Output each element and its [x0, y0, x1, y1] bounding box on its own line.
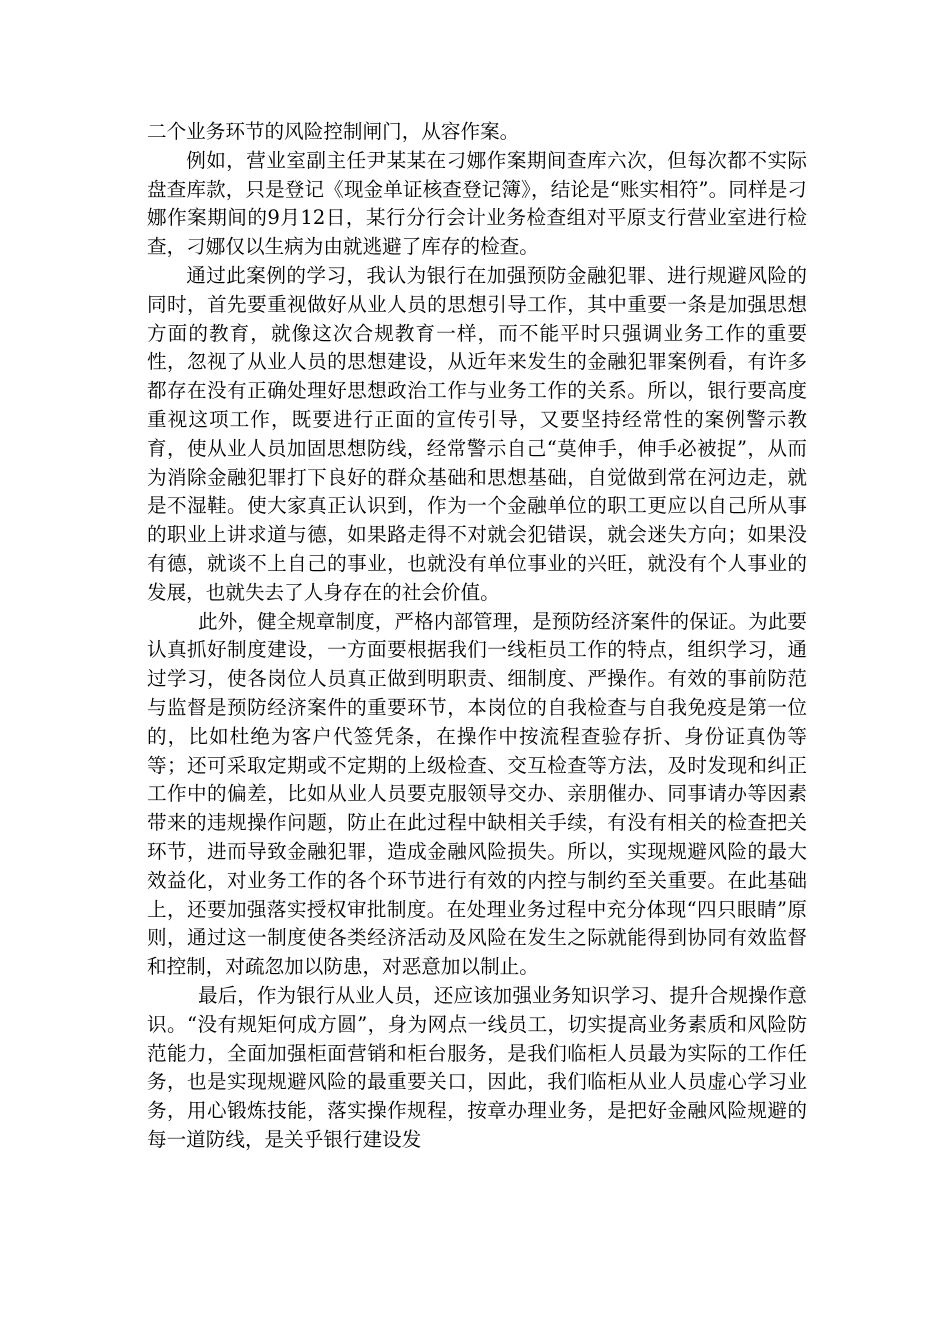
paragraph-example: 例如，营业室副主任尹某某在刁娜作案期间查库六次，但每次都不实际盘查库款，只是登记《现金单证核查登记簿》，结论是“账实相符”。同样是刁娜作案期间的9月12日，某行分行会计业务检查组对平原支行营业室进行检查，刁娜仅以生病为由就逃避了库存的检查。: [147, 148, 807, 259]
paragraph-compliance-learning: 最后，作为银行从业人员，还应该加强业务知识学习、提升合规操作意识。“没有规矩何成方圆”，身为网点一线员工，切实提高业务素质和风险防范能力，全面加强柜面营销和柜台服务，是我们临柜人员最为实际的工作任务，也是实现规避风险的最重要关口，因此，我们临柜从业人员虚心学习业务，用心锻炼技能，落实操作规程，按章办理业务，是把好金融风险规避的每一道防线，是关乎银行建设发: [147, 983, 807, 1151]
paragraph-rules-and-management: 此外，健全规章制度，严格内部管理，是预防经济案件的保证。为此要认真抓好制度建设，一方面要根据我们一线柜员工作的特点，组织学习，通过学习，使各岗位人员真正做到明职责、细制度、严操作。有效的事前防范与监督是预防经济案件的重要环节，本岗位的自我检查与自我免疫是第一位的，比如杜绝为客户代签凭条，在操作中按流程查验存折、身份证真伪等等；还可采取定期或不定期的上级检查、交互检查等方法，及时发现和纠正工作中的偏差，比如从业人员要克服领导交办、亲朋催办、同事请办等因素带来的违规操作问题，防止在此过程中缺相关手续，有没有相关的检查把关环节，进而导致金融犯罪，造成金融风险损失。所以，实现规避风险的最大效益化，对业务工作的各个环节进行有效的内控与制约至关重要。在此基础上，还要加强落实授权审批制度。在处理业务过程中充分体现“四只眼睛”原则，通过这一制度使各类经济活动及风险在发生之际就能得到协同有效监督和控制，对疏忽加以防患，对恶意加以制止。: [147, 609, 807, 979]
paragraph-ideological-education: 通过此案例的学习，我认为银行在加强预防金融犯罪、进行规避风险的同时，首先要重视做好从业人员的思想引导工作，其中重要一条是加强思想方面的教育，就像这次合规教育一样，而不能平时只强调业务工作的重要性，忽视了从业人员的思想建设，从近年来发生的金融犯罪案例看，有许多都存在没有正确处理好思想政治工作与业务工作的关系。所以，银行要高度重视这项工作，既要进行正面的宣传引导，又要坚持经常性的案例警示教育，使从业人员加固思想防线，经常警示自己“莫伸手，伸手必被捉”，从而为消除金融犯罪打下良好的群众基础和思想基础，自觉做到常在河边走，就是不湿鞋。使大家真正认识到，作为一个金融单位的职工更应以自己所从事的职业上讲求道与德，如果路走得不对就会犯错误，就会迷失方向；如果没有德，就谈不上自己的事业，也就没有单位事业的兴旺，就没有个人事业的发展，也就失去了人身存在的社会价值。: [147, 263, 807, 604]
paragraph-continuation: 二个业务环节的风险控制闸门，从容作案。: [147, 120, 520, 143]
document-page: [147, 118, 807, 1155]
